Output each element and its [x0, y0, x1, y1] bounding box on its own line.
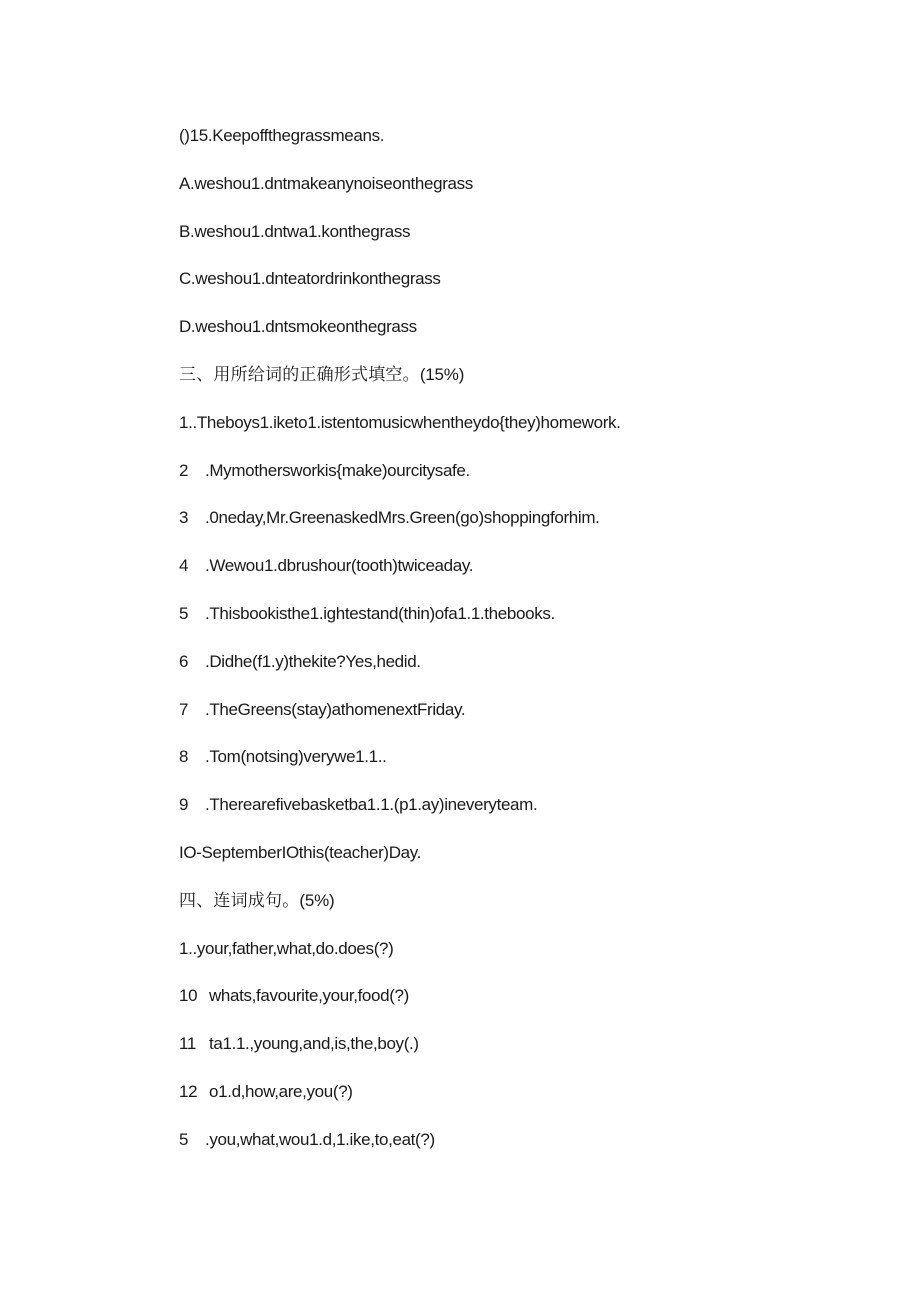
section-4-item-5	[179, 1126, 879, 1174]
item-number: 5	[179, 603, 189, 623]
item-number: 11	[179, 1034, 196, 1054]
item-text: .TheGreens(stay)athomenextFriday.	[205, 699, 466, 719]
item-number: 9	[179, 795, 189, 815]
question-15-option-a: A.weshou1.dntmakeanynoiseonthegrass	[179, 173, 473, 193]
section-3-score: 15%)	[425, 364, 465, 384]
item-number: 2	[179, 460, 189, 480]
document-content	[179, 122, 879, 1174]
section-3-heading	[179, 361, 879, 409]
item-number: 4	[179, 556, 189, 576]
section-3-item-4	[179, 552, 879, 600]
section-4-item-2	[179, 982, 879, 1030]
item-text: IO-SeptemberIOthis(teacher)Day.	[179, 842, 422, 862]
question-15-stem: ()15.Keepoffthegrassmeans.	[179, 126, 385, 145]
section-3-title: 三、用所给词的正确形式填空。	[179, 364, 420, 385]
item-text: .Didhe(f1.y)thekite?Yes,hedid.	[205, 651, 421, 671]
item-number: 10	[179, 986, 198, 1006]
item-number: 8	[179, 747, 189, 767]
item-text: 1..your,father,what,do.does(?)	[179, 938, 394, 958]
item-text: .you,what,wou1.d,1.ike,to,eat(?)	[205, 1129, 435, 1149]
section-4-score: (5%)	[299, 890, 335, 910]
section-3-item-6	[179, 648, 879, 696]
item-text: .Tom(notsing)verywe1.1..	[205, 747, 387, 767]
section-4-item-4	[179, 1078, 879, 1126]
item-text: whats,favourite,your,food(?)	[209, 986, 409, 1006]
question-15-option-d: D.weshou1.dntsmokeonthegrass	[179, 317, 417, 337]
section-4-heading	[179, 887, 879, 935]
item-text: .Therearefivebasketba1.1.(p1.ay)ineveryteam.	[205, 795, 538, 815]
item-number: 7	[179, 699, 189, 719]
item-text: o1.d,how,are,you(?)	[209, 1081, 353, 1101]
section-4-title: 四、连词成句。	[179, 890, 300, 911]
section-3-item-2	[179, 457, 879, 505]
item-number: 12	[179, 1081, 198, 1101]
section-3-item-5	[179, 600, 879, 648]
section-4-item-3	[179, 1030, 879, 1078]
section-3-item-10	[179, 839, 879, 887]
item-text: .Thisbookisthe1.ightestand(thin)ofa1.1.thebooks.	[205, 603, 555, 623]
item-text: .0neday,Mr.GreenaskedMrs.Green(go)shoppingforhim.	[205, 508, 600, 528]
item-number: 6	[179, 651, 189, 671]
item-text: ta1.1.,young,and,is,the,boy(.)	[209, 1034, 419, 1054]
item-number: 3	[179, 508, 189, 528]
question-15-option-b: B.weshou1.dntwa1.konthegrass	[179, 221, 411, 241]
section-4-item-1	[179, 935, 879, 983]
question-15-option-c: C.weshou1.dnteatordrinkonthegrass	[179, 269, 441, 289]
section-3-item-7	[179, 696, 879, 744]
section-3-item-8	[179, 743, 879, 791]
section-3-item-9	[179, 791, 879, 839]
item-text: 1..Theboys1.iketo1.istentomusicwhentheydo{they)homework.	[179, 412, 621, 432]
section-3-paren: (	[419, 364, 426, 384]
item-number: 5	[179, 1129, 189, 1149]
section-3-item-3	[179, 504, 879, 552]
section-3-item-1	[179, 409, 879, 457]
item-text: .Wewou1.dbrushour(tooth)twiceaday.	[205, 556, 474, 576]
item-text: .Mymothersworkis{make)ourcitysafe.	[205, 460, 470, 480]
